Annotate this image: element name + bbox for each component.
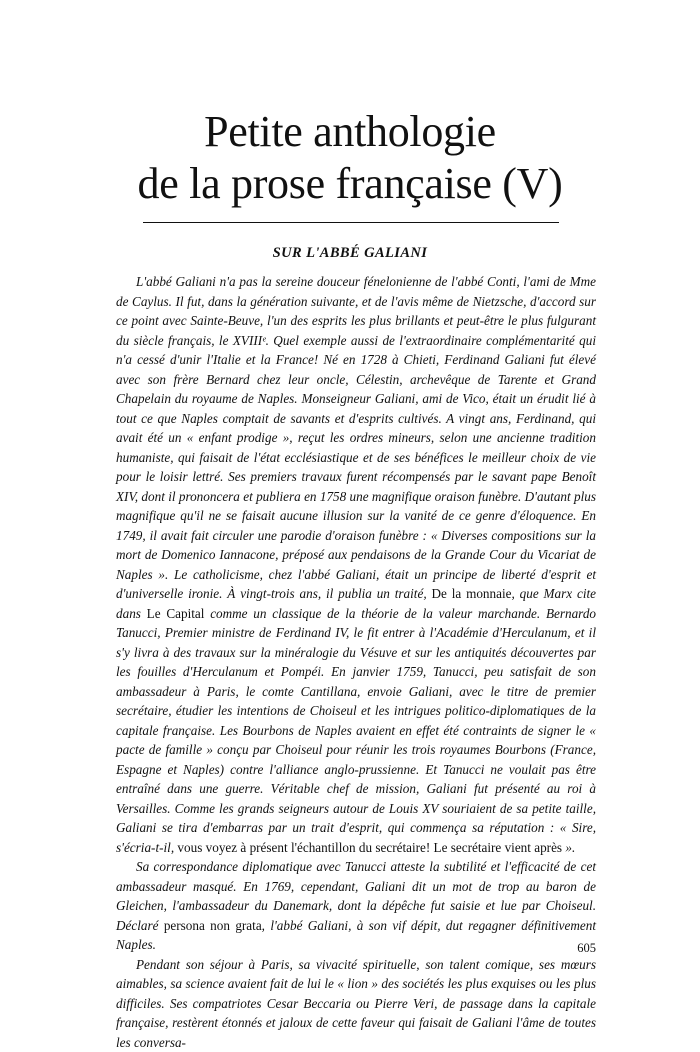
text-run: De la monnaie bbox=[431, 586, 511, 601]
text-run: comme un classique de la théorie de la valeur marchande. Bernardo Tanucci, Premier ministre de Ferdinand IV, le fit entrer à l'Académie d'Herculanum, et il s'y livra à des travaux sur la minéralogie du Vésuve et sur les antiquités découvertes par les fouilles d'Herculanum et Pompéi. En janvier 1759, Tanucci, peu satisfait de son ambassadeur à Paris, le comte Cantillana, envoie Galiani, avec le titre de premier secrétaire, étudier les intentions de Choiseul et les intrigues politico-diplomatiques de la capitale française. Les Bourbons de Naples avaient en effet été contraints de signer le « pacte de famille » conçu par Choiseul pour réunir les trois royaumes Bourbons (France, Espagne et Naples) contre l'alliance anglo-prussienne. Et Tanucci ne voulait pas être entraîné dans une guerre. Véritable chef de mission, Galiani fut présenté au roi à Versailles. Comme les grands seigneurs autour de Louis XV souriaient de sa petite taille, Galiani se tira d'embarras par un trait d'esprit, qui commença sa réputation : « Sire, s'écria-t-il, bbox=[116, 606, 596, 855]
text-run: Pendant son séjour à Paris, sa vivacité spirituelle, son talent comique, ses mœurs aimables, sa science avaient fait de lui le « lion » des sociétés les plus exquises ou les plus difficiles. Ses compatriotes Cesar Beccaria ou Pierre Veri, de passage dans la capitale française, restèrent étonnés et jaloux de cette faveur qui faisait de Galiani l'âme de toutes les conversa- bbox=[116, 957, 596, 1050]
title-line-2: de la prose française (V) bbox=[100, 158, 600, 210]
text-run: Le Capital bbox=[147, 606, 205, 621]
title-line-1: Petite anthologie bbox=[100, 106, 600, 158]
text-run: vous voyez à présent l'échantillon du secrétaire! Le secrétaire vient après bbox=[177, 840, 562, 855]
title-divider bbox=[143, 222, 559, 223]
text-run: Sa correspondance diplomatique avec Tanucci atteste la subtilité et l'efficacité de cet ambassadeur masqué. En 1769, cependant, Galiani dit un mot de trop au baron de Gleichen, l'ambassadeur du Danemark, dont la dépêche fut saisie et lue par Choiseul. Déclaré bbox=[116, 859, 596, 933]
body-text bbox=[116, 272, 596, 1052]
paragraph bbox=[116, 955, 596, 1052]
text-run: , que Marx cite dans bbox=[116, 586, 596, 621]
paragraph bbox=[116, 857, 596, 955]
paragraph bbox=[116, 272, 596, 857]
text-run: , l'abbé Galiani, à son vif dépit, dut regagner définitivement Naples. bbox=[116, 918, 596, 953]
text-run: persona non grata bbox=[164, 918, 262, 933]
section-title: SUR L'ABBÉ GALIANI bbox=[0, 245, 700, 262]
page-number: 605 bbox=[560, 941, 596, 956]
text-run: ». bbox=[562, 840, 575, 855]
page-title bbox=[100, 106, 600, 210]
text-run: L'abbé Galiani n'a pas la sereine douceur fénelonienne de l'abbé Conti, l'ami de Mme de Caylus. Il fut, dans la génération suivante, et de l'avis même de Nietzsche, d'accord sur ce point avec Sainte-Beuve, l'un des esprits les plus brillants et peut-être le plus fulgurant du siècle français, le XVIIIᵉ. Quel exemple aussi de l'extraordinaire complémentarité qui n'a cessé d'unir l'Italie et la France! Né en 1728 à Chieti, Ferdinand Galiani fut élevé avec son frère Bernard chez leur oncle, Célestin, archevêque de Tarente et Grand Chapelain du royaume de Naples. Monseigneur Galiani, ami de Vico, était un érudit lié à tout ce que Naples comptait de savants et d'esprits cultivés. A vingt ans, Ferdinand, qui avait été un « enfant prodige », reçut les ordres mineurs, selon une ancienne tradition humaniste, qui faisait de l'état ecclésiastique et de ses bénéfices le meilleur choix de vie pour le loisir lettré. Ses premiers travaux furent récompensés par le savant pape Benoît XIV, dont il prononcera et publiera en 1758 une magnifique oraison funèbre. D'autant plus magnifique qu'il ne se faisait aucune illusion sur la vanité de ce genre d'éloquence. En 1749, il avait fait circuler une parodie d'oraison funèbre : « Diverses compositions sur la mort de Domenico Iannacone, préposé aux pendaisons de la Grande Cour du Vicariat de Naples ». Le catholicisme, chez l'abbé Galiani, était un principe de liberté d'esprit et d'universelle ironie. À vingt-trois ans, il publia un traité, bbox=[116, 274, 596, 601]
